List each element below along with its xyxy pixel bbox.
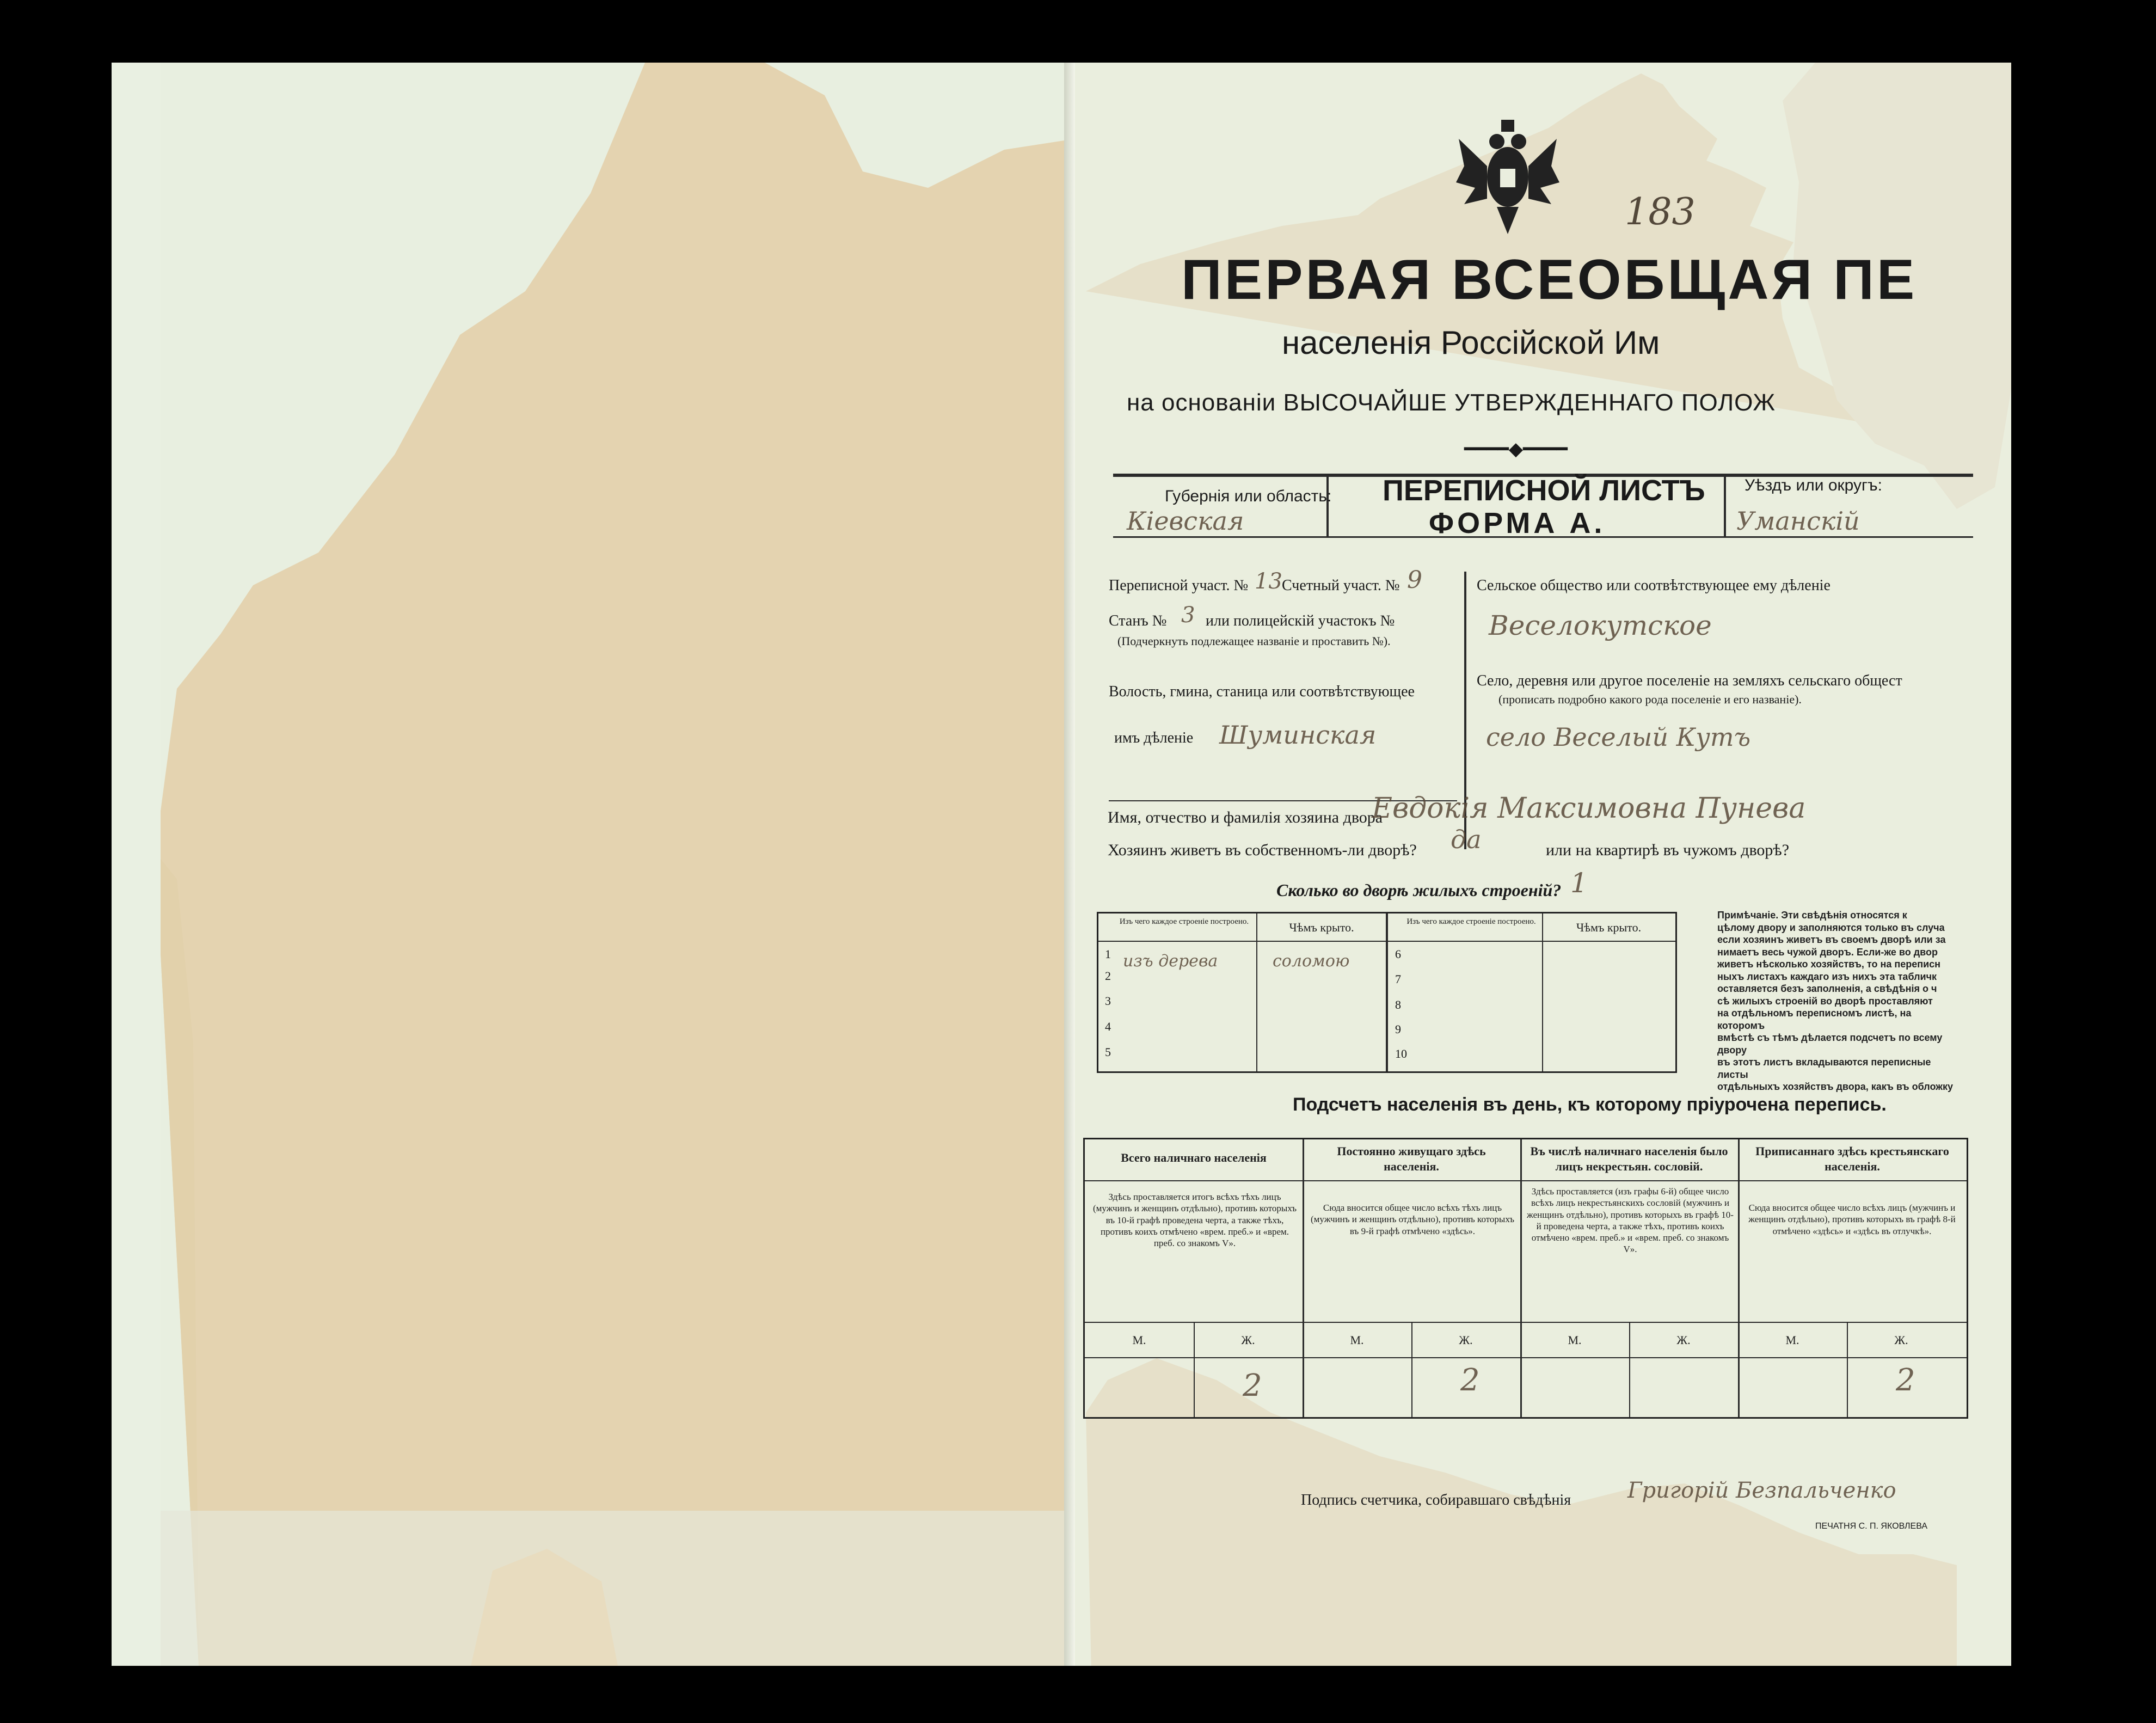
gubernia-value: Кіевская <box>1127 506 1244 536</box>
note-line: сѣ жилыхъ строеній во дворѣ проставляют <box>1717 995 1933 1007</box>
uchastok-label: Переписной участ. № <box>1109 577 1249 594</box>
form-title-2: ФОРМА А. <box>1429 507 1606 539</box>
buildings-table <box>1097 912 1677 1073</box>
note-line: оставляется безъ заполненія, а свѣдѣнія о ч <box>1717 983 1937 994</box>
bt-col-material-right: Изъ чего каждое строеніе построено. <box>1406 917 1536 926</box>
pt-col1-m-label: М. <box>1132 1333 1146 1347</box>
obshchestvo-label: Сельское общество или соотвѣтствующее ему дѣленіе <box>1477 577 1831 594</box>
pt-col4-f-value: 2 <box>1896 1363 1915 1398</box>
left-page <box>112 63 1075 1666</box>
bt-row-number: 5 <box>1105 1045 1111 1059</box>
bt-col-line-1 <box>1256 913 1257 1071</box>
imperial-eagle-emblem <box>1453 117 1562 237</box>
gubernia-label: Губернія или область: <box>1165 487 1332 505</box>
pt-col2-desc: Сюда вносится общее число всѣхъ тѣхъ лицъ (мужчинъ и женщинъ отдѣльно), противъ которыхъ въ 9-й графѣ отмѣчено «здѣсь». <box>1311 1203 1514 1236</box>
note-line: отдѣльныхъ хозяйствъ двора, какъ въ обложку <box>1717 1081 1954 1092</box>
signature-label: Подпись счетчика, собиравшаго свѣдѣнія <box>1301 1492 1571 1509</box>
note-line: на отдѣльномъ переписномъ листѣ, на которомъ <box>1717 1008 1912 1031</box>
note-line: вмѣстѣ съ тѣмъ дѣлается подсчетъ по всему двору <box>1717 1032 1943 1056</box>
volost-label-2: имъ дѣленіе <box>1114 729 1194 746</box>
police-label: или полицейскій участокъ № <box>1206 612 1395 629</box>
pt-col3-title: Въ числѣ наличнаго населенія было лицъ некрестьян. сословій. <box>1530 1144 1728 1173</box>
note-line: если хозяинъ живетъ въ своемъ дворѣ или за <box>1717 934 1946 945</box>
pt-col4-title: Приписаннаго здѣсь крестьянскаго населенія. <box>1755 1144 1949 1173</box>
bt-col-line-3 <box>1542 913 1543 1071</box>
bt-row-number: 8 <box>1395 998 1401 1011</box>
bt-row-number: 7 <box>1395 972 1401 986</box>
bt-col-roof-right: Чѣмъ крыто. <box>1576 921 1642 934</box>
buildings-note <box>1717 909 1957 1093</box>
schetny-label: Счетный участ. № <box>1282 577 1400 594</box>
bt-row-number: 10 <box>1395 1047 1407 1060</box>
obshchestvo-value: Веселокутское <box>1489 610 1712 641</box>
volost-value: Шуминская <box>1219 720 1377 750</box>
pt-title-rule <box>1085 1180 1967 1181</box>
owner-lives-label: Хозяинъ живетъ въ собственномъ-ли дворѣ? <box>1108 841 1417 859</box>
pt-col2-title: Постоянно живущаго здѣсь населенія. <box>1337 1144 1486 1173</box>
selo-label: Село, деревня или другое поселеніе на земляхъ сельскаго общест <box>1477 672 1902 689</box>
water-stain <box>112 63 1075 1666</box>
bt-row-number: 1 <box>1105 947 1111 961</box>
owner-name-value: Евдокія Максимовна Пунева <box>1372 792 1806 825</box>
header-divider-right <box>1724 474 1726 538</box>
census-basis: на основаніи ВЫСОЧАЙШЕ УТВЕРЖДЕННАГО ПОЛОЖ <box>1127 389 1776 416</box>
note-line: ныхъ листахъ каждаго изъ нихъ эта табличк <box>1717 971 1937 982</box>
owner-lives-value: да <box>1451 825 1482 854</box>
pt-col3-desc: Здѣсь проставляется (изъ графы 6-й) общее число всѣхъ лицъ некрестьянскихъ сословій (мужчинъ и женщинъ отдѣльно), противъ которыхъ въ графѣ 10-й проведена черта, а также тѣхъ, противъ коихъ отмѣчено «врем. преб.» и «врем. преб. со знакомъ V». <box>1527 1186 1734 1255</box>
note-line: Примѣчаніе. Эти свѣдѣнія относятся к <box>1717 910 1907 921</box>
pt-col3-f-label: Ж. <box>1676 1333 1691 1347</box>
pt-col4-desc: Сюда вносится общее число всѣхъ лицъ (мужчинъ и женщинъ отдѣльно), противъ которыхъ въ графѣ 8-й отмѣчено «здѣсь» и «здѣсь въ отлучкѣ». <box>1748 1203 1956 1236</box>
bt-row-number: 3 <box>1105 994 1111 1008</box>
population-heading: Подсчетъ населенія въ день, къ которому пріурочена перепись. <box>1293 1094 1887 1115</box>
pt-mf-rule <box>1085 1357 1967 1358</box>
pt-col2-f-label: Ж. <box>1459 1333 1473 1347</box>
bt-row-number: 9 <box>1395 1022 1401 1036</box>
bt-col-roof-left: Чѣмъ крыто. <box>1289 921 1354 934</box>
bt-row-number: 6 <box>1395 947 1401 961</box>
pt-col1-title: Всего наличнаго населенія <box>1121 1151 1267 1164</box>
buildings-count-value: 1 <box>1570 867 1588 899</box>
schetny-value: 9 <box>1407 566 1422 594</box>
pt-col1-f-value: 2 <box>1243 1368 1262 1403</box>
pt-col4-f-label: Ж. <box>1894 1333 1908 1347</box>
bt-header-rule <box>1098 941 1675 942</box>
form-title-1: ПЕРЕПИСНОЙ ЛИСТЪ <box>1383 474 1705 507</box>
note-line: живетъ нѣсколько хозяйствъ, то на переписн <box>1717 959 1941 970</box>
stan-value: 3 <box>1181 603 1195 628</box>
note-line: нимаетъ весь чужой дворъ. Если-же во двор <box>1717 946 1938 958</box>
stan-label: Станъ № <box>1109 612 1167 629</box>
bt-row-number: 2 <box>1105 969 1111 983</box>
bt-row-roof: соломою <box>1273 952 1350 971</box>
selo-value: село Веселый Кутъ <box>1486 722 1751 752</box>
bt-col-line-2 <box>1386 913 1388 1071</box>
bt-row-number: 4 <box>1105 1020 1111 1033</box>
pt-col1-f-label: Ж. <box>1241 1333 1255 1347</box>
pt-col4-m-label: М. <box>1785 1333 1799 1347</box>
owner-name-label: Имя, отчество и фамилія хозяина двора <box>1108 808 1383 826</box>
uezd-value: Уманскій <box>1736 506 1860 536</box>
sheet-number: 183 <box>1625 191 1696 234</box>
pt-col2-f-value: 2 <box>1460 1363 1480 1398</box>
pt-col2-m-label: М. <box>1350 1333 1364 1347</box>
pt-desc-rule <box>1085 1322 1967 1323</box>
signature-value: Григорій Безпальченко <box>1627 1478 1896 1503</box>
printer-imprint: ПЕЧАТНЯ С. П. ЯКОВЛЕВА <box>1815 1522 1928 1531</box>
pt-col1-desc: Здѣсь проставляется итогъ всѣхъ тѣхъ лицъ (мужчинъ и женщинъ отдѣльно), противъ которыхъ въ 10-й графѣ проведена черта, а также тѣхъ, противъ коихъ отмѣчено «врем. преб.» и «врем. преб. со знакомъ V». <box>1093 1192 1297 1248</box>
owner-apartment-label: или на квартирѣ въ чужомъ дворѣ? <box>1546 841 1790 859</box>
note-line: цѣлому двору и заполняются только въ случа <box>1717 922 1945 933</box>
police-note: (Подчеркнуть подлежащее названіе и проставить №). <box>1117 634 1391 648</box>
right-page <box>1075 63 2011 1666</box>
ornament-divider: ━━━━◆━━━━ <box>1464 439 1568 459</box>
header-divider-left <box>1326 474 1329 538</box>
note-line: въ этотъ листъ вкладываются переписные листы <box>1717 1057 1931 1080</box>
census-subtitle: населенія Россійской Им <box>1282 324 1660 361</box>
pt-col3-m-label: М. <box>1568 1333 1582 1347</box>
census-title: ПЕРВАЯ ВСЕОБЩАЯ ПЕ <box>1181 248 1918 311</box>
bt-col-material-left: Изъ чего каждое строеніе построено. <box>1119 917 1249 926</box>
uezd-label: Уѣздъ или округъ: <box>1745 476 1883 494</box>
selo-note: (прописать подробно какого рода поселеніе и его названіе). <box>1498 692 1802 706</box>
uchastok-value: 13 <box>1255 569 1282 594</box>
population-table <box>1083 1138 1968 1419</box>
volost-label-1: Волость, гмина, станица или соотвѣтствующее <box>1109 683 1415 700</box>
buildings-count-label: Сколько во дворѣ жилыхъ строеній? <box>1276 880 1562 900</box>
bt-row-material: изъ дерева <box>1123 952 1218 971</box>
